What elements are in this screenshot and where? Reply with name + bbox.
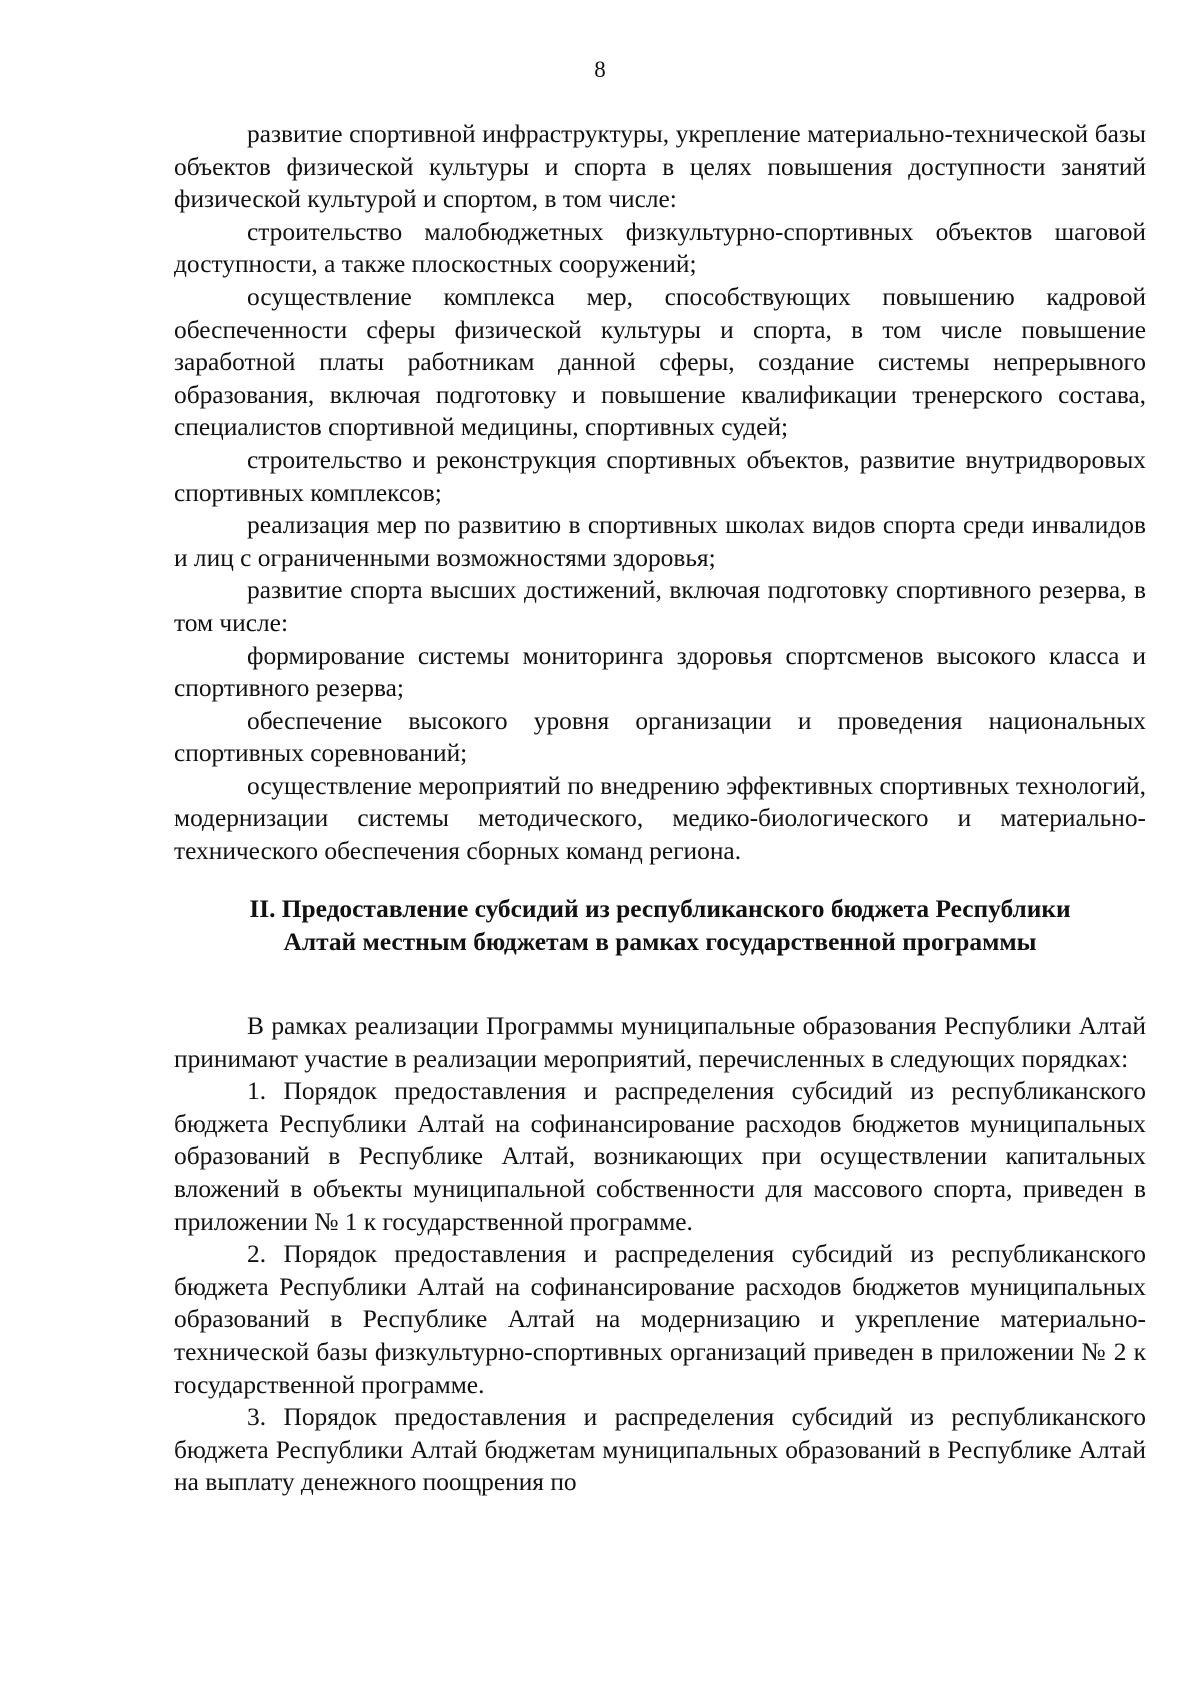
paragraph: 3. Порядок предоставления и распределения субсидий из республиканского бюджета Республики Алтай бюджетам муниципальных образований в Республике Алтай на выплату денежного поощрения по <box>174 1403 1146 1497</box>
section-heading-line-1: II. Предоставление субсидий из республиканского бюджета Республики <box>249 895 1071 923</box>
section-heading <box>174 893 1146 958</box>
section-heading-line-2: Алтай местным бюджетам в рамках государственной программы <box>283 927 1037 956</box>
paragraph: осуществление мероприятий по внедрению эффективных спортивных технологий, модернизации системы методического, медико-биологического и материально-технического обеспечения сборных команд региона. <box>174 771 1146 866</box>
paragraph: развитие спорта высших достижений, включая подготовку спортивного резерва, в том числе: <box>174 576 1146 637</box>
program-measures-text <box>174 118 1146 868</box>
paragraph: формирование системы мониторинга здоровья спортсменов высокого класса и спортивного резерва; <box>174 641 1146 703</box>
paragraph: строительство малобюджетных физкультурно-спортивных объектов шаговой доступности, а также плоскостных сооружений; <box>174 217 1146 279</box>
paragraph: реализация мер по развитию в спортивных школах видов спорта среди инвалидов и лиц с ограниченными возможностями здоровья; <box>174 511 1146 572</box>
page-number: 8 <box>594 57 606 82</box>
paragraph: 2. Порядок предоставления и распределения субсидий из республиканского бюджета Республики Алтай на софинансирование расходов бюджетов муниципальных образований в Республике Алтай на модернизацию и укрепление материально-технической базы физкультурно-спортивных организаций приведен в приложении № 2 к государственной программе. <box>174 1240 1146 1399</box>
paragraph: осуществление комплекса мер, способствующих повышению кадровой обеспеченности сферы физической культуры и спорта, в том числе повышение заработной платы работникам данной сферы, создание системы непрерывного образования, включая подготовку и повышение квалификации тренерского состава, специалистов спортивной медицины, спортивных судей; <box>174 282 1146 442</box>
paragraph: развитие спортивной инфраструктуры, укрепление материально-технической базы объектов физической культуры и спорта в целях повышения доступности занятий физической культурой и спортом, в том числе: <box>174 120 1146 214</box>
paragraph: обеспечение высокого уровня организации и проведения национальных спортивных соревнований; <box>174 706 1146 768</box>
subsidies-text <box>174 1010 1146 1499</box>
paragraph: 1. Порядок предоставления и распределения субсидий из республиканского бюджета Республики Алтай на софинансирование расходов бюджетов муниципальных образований в Республике Алтай, возникающих при осуществлении капитальных вложений в объекты муниципальной собственности для массового спорта, приведен в приложении № 1 к государственной программе. <box>174 1077 1146 1236</box>
paragraph: В рамках реализации Программы муниципальные образования Республики Алтай принимают участие в реализации мероприятий, перечисленных в следующих порядках: <box>174 1012 1146 1073</box>
paragraph: строительство и реконструкция спортивных объектов, развитие внутридворовых спортивных комплексов; <box>174 445 1146 507</box>
